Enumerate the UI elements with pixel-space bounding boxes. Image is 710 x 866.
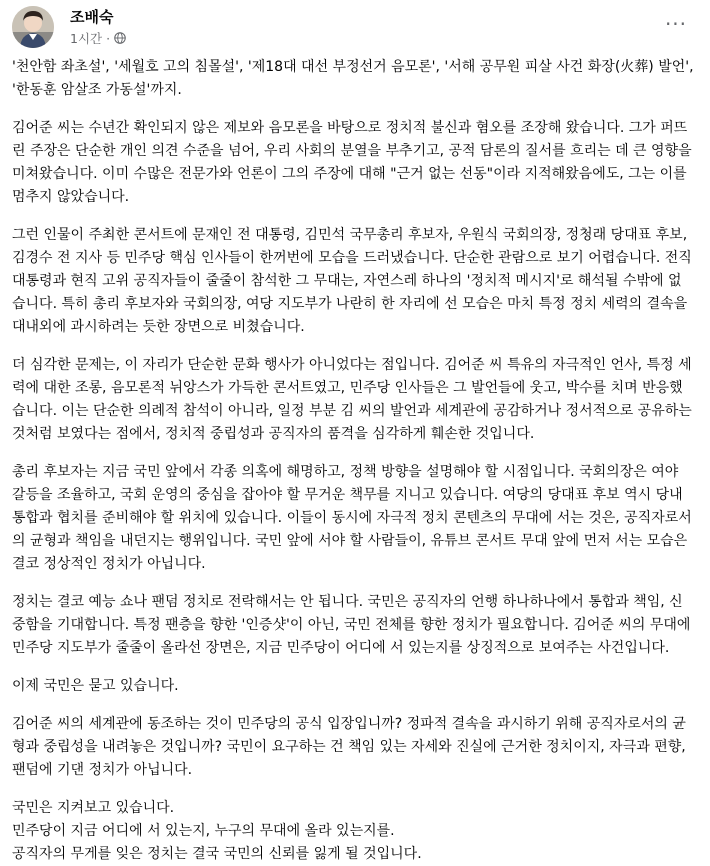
closing-line-3: 공직자의 무게를 잊은 정치는 결국 국민의 신뢰를 잃게 될 것입니다.: [12, 846, 422, 862]
more-dots-icon: ···: [664, 12, 688, 36]
avatar[interactable]: [12, 6, 54, 48]
post-time[interactable]: 1시간: [70, 31, 103, 46]
closing-line-1: 국민은 지켜보고 있습니다.: [12, 800, 175, 816]
post-paragraph-3: 그런 인물이 주최한 콘서트에 문재인 전 대통령, 김민석 국무총리 후보자, 우원식 국회의장, 정청래 당대표 후보, 김경수 전 지사 등 민주당 핵심 인사들이 한꺼번에 모습을 드러냈습니다. 단순한 관람으로 보기 어렵습니다. 전직 대통령과 현직 고위 공직자들이 줄줄이 참석한 그 무대는, 자연스레 하나의 '정치적 메시지'로 해석될 수밖에 없습니다. 특히 총리 후보자와 국회의장, 여당 지도부가 나란히 한 자리에 선 모습은 마치 특정 정치 세력의 결속을 대내외에 과시하려는 듯한 장면으로 비쳤습니다.: [12, 227, 692, 335]
post-paragraph-7: 이제 국민은 묻고 있습니다.: [12, 678, 179, 694]
post-paragraph-8: 김어준 씨의 세계관에 동조하는 것이 민주당의 공식 입장입니까? 정파적 결속을 과시하기 위해 공직자로서의 균형과 중립성을 내려놓은 것입니까? 국민이 요구하는 건 책임 있는 자세와 진실에 근거한 정치이지, 자극과 편향, 팬덤에 기댄 정치가 아닙니다.: [12, 716, 686, 778]
post-paragraph-4: 더 심각한 문제는, 이 자리가 단순한 문화 행사가 아니었다는 점입니다. 김어준 씨 특유의 자극적인 언사, 특정 세력에 대한 조롱, 음모론적 뉘앙스가 가득한 콘서트였고, 민주당 인사들은 그 발언들에 웃고, 박수를 치며 반응했습니다. 이는 단순한 의례적 참석이 아니라, 일정 부분 김 씨의 발언과 세계관에 공감하거나 정서적으로 공유하는 것처럼 보였다는 점에서, 정치적 중립성과 공직자의 품격을 심각하게 훼손한 것입니다.: [12, 357, 692, 442]
avatar-photo-icon: [12, 6, 54, 48]
post-meta: [70, 29, 126, 47]
more-options-button[interactable]: [658, 10, 694, 38]
post-paragraph-2: 김어준 씨는 수년간 확인되지 않은 제보와 음모론을 바탕으로 정치적 불신과 혐오를 조장해 왔습니다. 그가 퍼뜨린 주장은 단순한 개인 의견 수준을 넘어, 우리 사회의 분열을 부추기고, 공적 담론의 질서를 흐리는 데 큰 영향을 미쳐왔습니다. 이미 수많은 전문가와 언론이 그의 주장에 대해 "근거 없는 선동"이라 지적해왔음에도, 그는 이를 멈추지 않았습니다.: [12, 120, 692, 205]
post-paragraph-1: '천안함 좌초설', '세월호 고의 침몰설', '제18대 대선 부정선거 음모론', '서해 공무원 피살 사건 화장(火葬) 발언', '한동훈 암살조 가동설'까지.: [12, 59, 694, 98]
post-paragraph-6: 정치는 결코 예능 쇼나 팬덤 정치로 전락해서는 안 됩니다. 국민은 공직자의 언행 하나하나에서 통합과 책임, 신중함을 기대합니다. 특정 팬층을 향한 '인증샷'이 아닌, 국민 전체를 향한 정치가 필요합니다. 김어준 씨의 무대에 민주당 지도부가 줄줄이 올라선 장면은, 지금 민주당이 어디에 서 있는지를 상징적으로 보여주는 사건입니다.: [12, 594, 691, 656]
post-paragraph-5: 총리 후보자는 지금 국민 앞에서 각종 의혹에 해명하고, 정책 방향을 설명해야 할 시점입니다. 국회의장은 여야 갈등을 조율하고, 국회 운영의 중심을 잡아야 할 무거운 책무를 지니고 있습니다. 여당의 당대표 후보 역시 당내 통합과 협치를 준비해야 할 위치에 있습니다. 이들이 동시에 자극적 정치 콘텐츠의 무대에 서는 것은, 공직자로서의 균형과 책임을 내던지는 행위입니다. 국민 앞에 서야 할 사람들이, 유튜브 콘서트 무대 앞에 먼저 서는 모습은 결코 정상적인 정치가 아닙니다.: [12, 464, 692, 572]
closing-line-2: 민주당이 지금 어디에 서 있는지, 누구의 무대에 올라 있는지를.: [12, 823, 395, 839]
globe-icon[interactable]: [114, 32, 126, 44]
post-header: [12, 0, 694, 56]
author-name[interactable]: 조배숙: [70, 8, 114, 26]
post-content: [12, 56, 694, 866]
meta-separator: ·: [106, 30, 111, 46]
